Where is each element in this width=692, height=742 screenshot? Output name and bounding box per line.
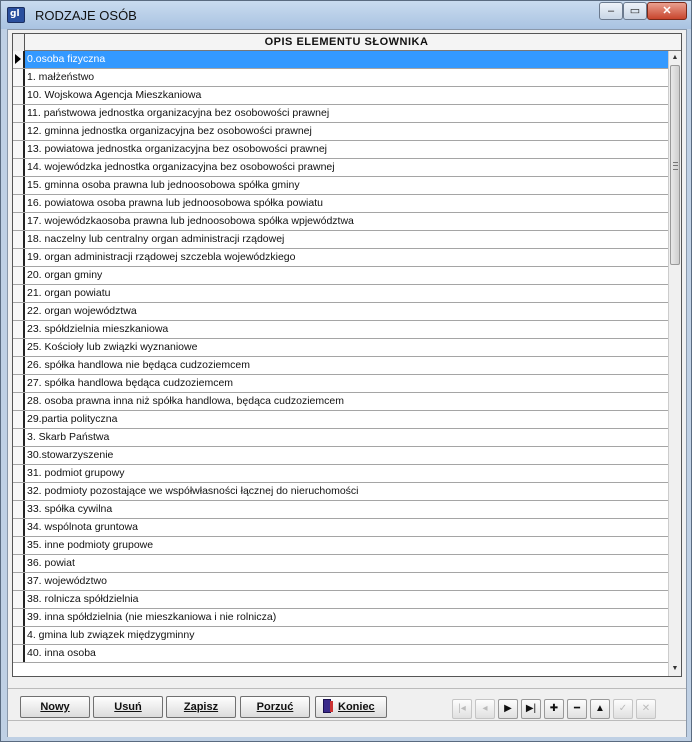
delete-button[interactable] [93, 696, 163, 718]
row-indicator-cell[interactable] [13, 519, 25, 536]
row-indicator-cell[interactable] [13, 555, 25, 572]
row-indicator-cell[interactable] [13, 231, 25, 248]
row-indicator-cell[interactable] [13, 321, 25, 338]
row-description: 12. gminna jednostka organizacyjna bez osobowości prawnej [27, 125, 312, 137]
end-button[interactable] [315, 696, 387, 718]
row-description: 21. organ powiatu [27, 287, 111, 299]
row-description: 19. organ administracji rządowej szczebla wojewódzkiego [27, 251, 296, 263]
save-button-label: Zapisz [183, 701, 219, 713]
row-indicator-cell[interactable] [13, 591, 25, 608]
nav-delete-button[interactable]: ━ [567, 699, 587, 719]
row-indicator-cell[interactable] [13, 465, 25, 482]
row-description: 1. małżeństwo [27, 71, 95, 83]
table-row[interactable] [13, 591, 668, 609]
row-description: 30.stowarzyszenie [27, 449, 114, 461]
scroll-thumb[interactable] [670, 65, 680, 265]
table-row[interactable] [13, 483, 668, 501]
row-description: 33. spółka cywilna [27, 503, 113, 515]
table-row[interactable] [13, 105, 668, 123]
row-indicator-cell[interactable] [13, 573, 25, 590]
row-description: 32. podmioty pozostające we współwłasności łącznej do nieruchomości [27, 485, 359, 497]
column-header-description[interactable]: OPIS ELEMENTU SŁOWNIKA [264, 36, 429, 48]
row-pointer-icon[interactable] [13, 51, 25, 68]
table-row[interactable] [13, 123, 668, 141]
row-indicator-cell[interactable] [13, 303, 25, 320]
table-row[interactable] [13, 429, 668, 447]
vertical-scrollbar[interactable] [668, 51, 681, 676]
row-indicator-cell[interactable] [13, 69, 25, 86]
scroll-down-icon[interactable]: ▼ [671, 665, 679, 672]
row-indicator-cell[interactable] [13, 285, 25, 302]
row-indicator-cell[interactable] [13, 645, 25, 662]
delete-button-label: Usuń [114, 701, 142, 713]
table-row[interactable] [13, 195, 668, 213]
row-indicator-cell[interactable] [13, 411, 25, 428]
row-description: 26. spółka handlowa nie będąca cudzoziemcem [27, 359, 250, 371]
row-description: 25. Kościoły lub związki wyznaniowe [27, 341, 198, 353]
table-row[interactable] [13, 321, 668, 339]
save-button[interactable] [166, 696, 236, 718]
dictionary-grid [12, 33, 682, 677]
row-description: 3. Skarb Państwa [27, 431, 110, 443]
table-row[interactable] [13, 51, 668, 69]
row-indicator-cell[interactable] [13, 447, 25, 464]
status-bar [8, 720, 686, 737]
row-indicator-cell[interactable] [13, 87, 25, 104]
row-description: 31. podmiot grupowy [27, 467, 125, 479]
table-row[interactable] [13, 537, 668, 555]
nav-first-button[interactable]: |◂ [452, 699, 472, 719]
row-description: 28. osoba prawna inna niż spółka handlowa, będąca cudzoziemcem [27, 395, 344, 407]
header-indicator-cell [13, 34, 25, 51]
row-description: 18. naczelny lub centralny organ administracji rządowej [27, 233, 285, 245]
table-row[interactable] [13, 411, 668, 429]
table-row[interactable] [13, 375, 668, 393]
table-row[interactable] [13, 213, 668, 231]
maximize-button[interactable]: ▭ [623, 2, 647, 20]
row-indicator-cell[interactable] [13, 105, 25, 122]
table-row[interactable] [13, 519, 668, 537]
table-row[interactable] [13, 231, 668, 249]
nav-insert-button[interactable]: ✚ [544, 699, 564, 719]
row-indicator-cell[interactable] [13, 429, 25, 446]
close-button[interactable]: ✕ [647, 2, 687, 20]
row-description: 35. inne podmioty grupowe [27, 539, 154, 551]
row-description: 16. powiatowa osoba prawna lub jednoosobowa spółka powiatu [27, 197, 323, 209]
row-indicator-cell[interactable] [13, 627, 25, 644]
client-area [7, 29, 687, 737]
row-indicator-cell[interactable] [13, 123, 25, 140]
grid-rows [13, 51, 668, 663]
row-indicator-cell[interactable] [13, 609, 25, 626]
nav-last-button[interactable]: ▶| [521, 699, 541, 719]
row-indicator-cell[interactable] [13, 159, 25, 176]
row-description: 0.osoba fizyczna [25, 51, 668, 68]
table-row[interactable] [13, 339, 668, 357]
row-description: 14. wojewódzka jednostka organizacyjna bez osobowości prawnej [27, 161, 335, 173]
nav-edit-button[interactable]: ▲ [590, 699, 610, 719]
table-row[interactable] [13, 303, 668, 321]
row-indicator-cell[interactable] [13, 267, 25, 284]
table-row[interactable] [13, 627, 668, 645]
nav-prior-button[interactable]: ◂ [475, 699, 495, 719]
nav-cancel-button[interactable]: ✕ [636, 699, 656, 719]
discard-button[interactable] [240, 696, 310, 718]
table-row[interactable] [13, 555, 668, 573]
row-description: 20. organ gminy [27, 269, 103, 281]
row-indicator-cell[interactable] [13, 393, 25, 410]
row-indicator-cell[interactable] [13, 249, 25, 266]
row-description: 34. wspólnota gruntowa [27, 521, 138, 533]
row-indicator-cell[interactable] [13, 195, 25, 212]
table-row[interactable] [13, 249, 668, 267]
row-indicator-cell[interactable] [13, 357, 25, 374]
row-description: 39. inna spółdzielnia (nie mieszkaniowa i nie rolnicza) [27, 611, 277, 623]
app-icon-text: gl [10, 9, 20, 19]
minimize-button[interactable]: ‒ [599, 2, 623, 20]
row-indicator-cell[interactable] [13, 213, 25, 230]
row-description: 40. inna osoba [27, 647, 96, 659]
row-description: 38. rolnicza spółdzielnia [27, 593, 139, 605]
row-description: 15. gminna osoba prawna lub jednoosobowa spółka gminy [27, 179, 300, 191]
table-row[interactable] [13, 87, 668, 105]
row-description: 10. Wojskowa Agencja Mieszkaniowa [27, 89, 202, 101]
table-row[interactable] [13, 447, 668, 465]
row-indicator-cell[interactable] [13, 501, 25, 518]
row-description: 29.partia polityczna [27, 413, 118, 425]
nav-post-button[interactable]: ✓ [613, 699, 633, 719]
row-description: 11. państwowa jednostka organizacyjna bez osobowości prawnej [27, 107, 330, 119]
end-button-label: Koniec [338, 701, 375, 713]
row-description: 22. organ województwa [27, 305, 137, 317]
grip-icon [673, 162, 678, 170]
row-description: 4. gmina lub związek międzygminny [27, 629, 195, 641]
row-indicator-cell[interactable] [13, 339, 25, 356]
exit-door-icon [322, 698, 334, 714]
nav-next-button[interactable]: ▶ [498, 699, 518, 719]
table-row[interactable] [13, 609, 668, 627]
row-indicator-cell[interactable] [13, 483, 25, 500]
grid-header [13, 34, 681, 51]
row-description: 23. spółdzielnia mieszkaniowa [27, 323, 169, 335]
row-description: 37. województwo [27, 575, 107, 587]
button-bar [8, 688, 686, 721]
row-description: 36. powiat [27, 557, 75, 569]
row-description: 17. wojewódzkaosoba prawna lub jednoosobowa spółka wpjewództwa [27, 215, 354, 227]
row-description: 13. powiatowa jednostka organizacyjna bez osobowości prawnej [27, 143, 328, 155]
row-indicator-cell[interactable] [13, 177, 25, 194]
table-row[interactable] [13, 645, 668, 663]
table-row[interactable] [13, 159, 668, 177]
new-button[interactable] [20, 696, 90, 718]
table-row[interactable] [13, 177, 668, 195]
scroll-up-icon[interactable]: ▲ [671, 54, 679, 61]
table-row[interactable] [13, 141, 668, 159]
row-indicator-cell[interactable] [13, 375, 25, 392]
new-button-label: Nowy [40, 701, 70, 713]
table-row[interactable] [13, 573, 668, 591]
discard-button-label: Porzuć [256, 701, 294, 713]
table-row[interactable] [13, 393, 668, 411]
table-row[interactable] [13, 501, 668, 519]
row-indicator-cell[interactable] [13, 141, 25, 158]
row-description: 27. spółka handlowa będąca cudzoziemcem [27, 377, 234, 389]
table-row[interactable] [13, 267, 668, 285]
table-row[interactable] [13, 465, 668, 483]
app-icon[interactable] [7, 7, 25, 23]
table-row[interactable] [13, 69, 668, 87]
table-row[interactable] [13, 357, 668, 375]
row-indicator-cell[interactable] [13, 537, 25, 554]
title-bar[interactable] [1, 1, 691, 29]
window-title: RODZAJE OSÓB [35, 8, 137, 23]
table-row[interactable] [13, 285, 668, 303]
